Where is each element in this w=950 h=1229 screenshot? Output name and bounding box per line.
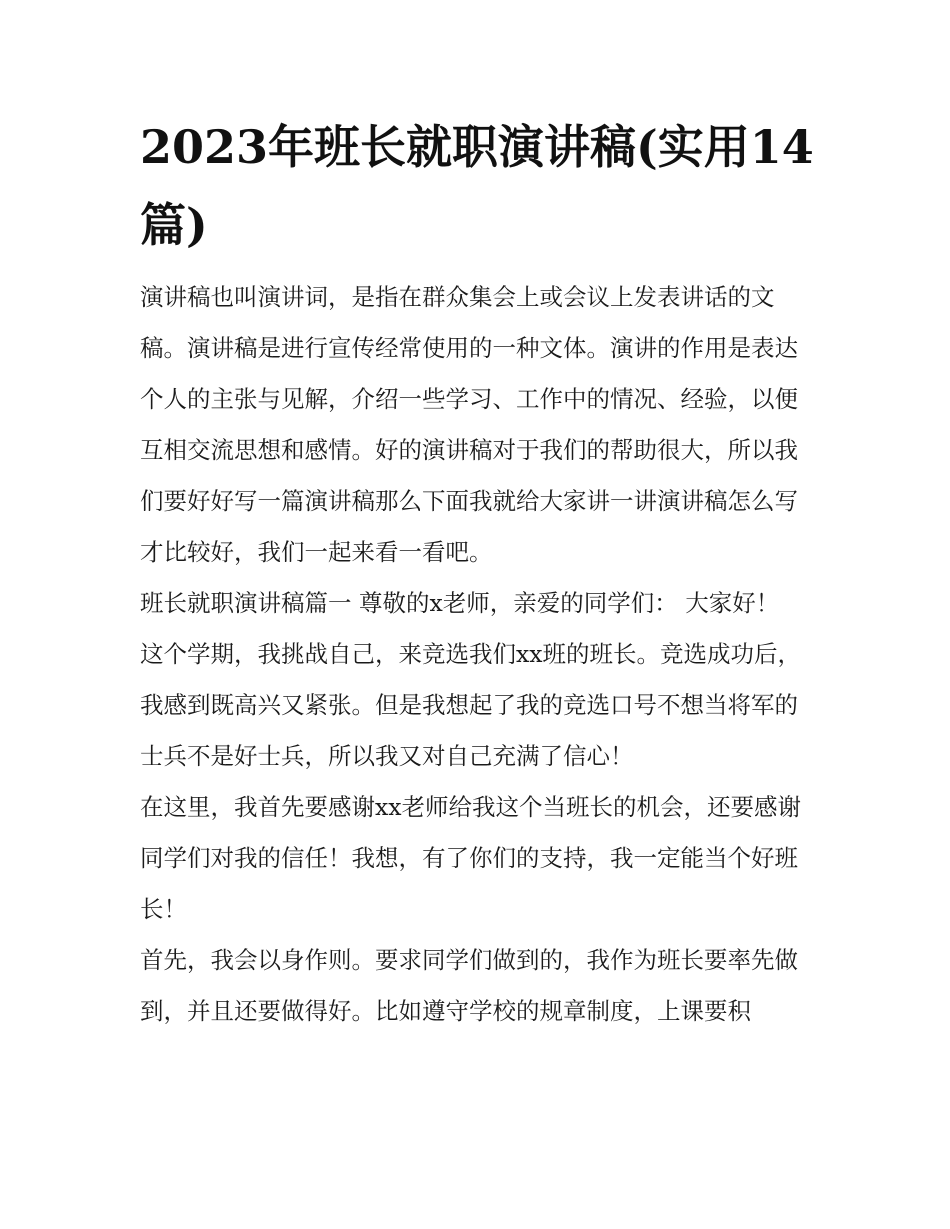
document-body xyxy=(140,272,820,1037)
paragraph-example: 首先，我会以身作则。要求同学们做到的，我作为班长要率先做到，并且还要做得好。比如遵守学校的规章制度，上课要积 xyxy=(140,946,798,1025)
document-title: 2023年班长就职演讲稿(实用14篇) xyxy=(140,120,814,252)
document-page xyxy=(140,108,820,1037)
paragraph-campaign: 这个学期，我挑战自己，来竞选我们xx班的班长。竞选成功后，我感到既高兴又紧张。但是我想起了我的竞选口号不想当将军的士兵不是好士兵，所以我又对自己充满了信心！ xyxy=(140,640,802,770)
paragraph-intro: 演讲稿也叫演讲词，是指在群众集会上或会议上发表讲话的文稿。演讲稿是进行宣传经常使用的一种文体。演讲的作用是表达个人的主张与见解，介绍一些学习、工作中的情况、经验，以便互相交流思想和感情。好的演讲稿对于我们的帮助很大，所以我们要好好写一篇演讲稿那么下面我就给大家讲一讲演讲稿怎么写才比较好，我们一起来看一看吧。 xyxy=(140,283,798,566)
paragraph-thanks: 在这里，我首先要感谢xx老师给我这个当班长的机会，还要感谢同学们对我的信任！我想，有了你们的支持，我一定能当个好班长！ xyxy=(140,793,802,923)
paragraph-greeting: 班长就职演讲稿篇一 尊敬的x老师，亲爱的同学们： 大家好！ xyxy=(140,589,780,617)
